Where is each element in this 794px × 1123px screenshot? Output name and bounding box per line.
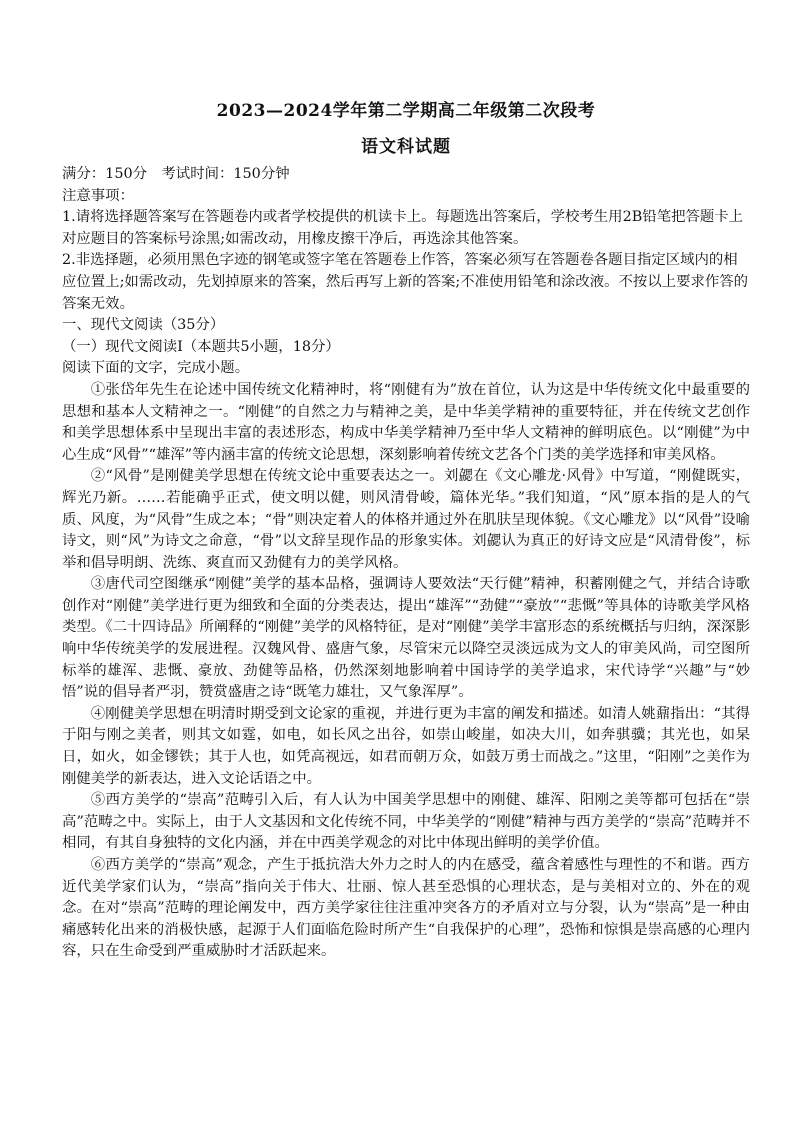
exam-title: 2023—2024学年第二学期高二年级第二次段考 <box>216 101 596 121</box>
passage-paragraph: ①张岱年先生在论述中国传统文化精神时，将“刚健有为”放在首位，认为这是中华传统文化中最重要的思想和基本人文精神之一。“刚健”的自然之力与精神之美，是中华美学精神的重要特征，并在传统文艺创作和美学思想体系中呈现出丰富的表述形态，构成中华美学精神乃至中华人文精神的鲜明底色。以“刚健”为中心生成“风骨”“雄浑”等内涵丰富的传统文论思想，深刻影响着传统文艺各个门类的美学选择和审美风格。 <box>62 381 750 463</box>
notice-heading: 注意事项： <box>62 187 134 204</box>
notice-item: 1.请将选择题答案写在答题卷内或者学校提供的机读卡上。每题选出答案后，学校考生用2B铅笔把答题卡上对应题目的答案标号涂黑;如需改动，用橡皮擦干净后，再选涂其他答案。 <box>62 209 744 247</box>
passage-paragraph: ②“风骨”是刚健美学思想在传统文论中重要表达之一。刘勰在《文心雕龙·风骨》中写道，“刚健既实，辉光乃新。……若能确乎正式，使文明以健，则风清骨峻，篇体光华。”我们知道，“风”原本指的是人的气质、风度，为“风骨”生成之本；“骨”则决定着人的体格并通过外在肌肤呈现体貌。《文心雕龙》以“风骨”设喻诗文，则“风”为诗文之命意，“骨”以文辞呈现作品的形象实体。刘勰认为真正的好诗文应是“风清骨俊”，标举和倡导明朗、洗练、爽直而又劲健有力的美学风格。 <box>62 468 750 571</box>
passage-paragraph: ⑥西方美学的“崇高”观念，产生于抵抗浩大外力之时人的内在感受，蕴含着感性与理性的不和谐。西方近代美学家们认为，“崇高”指向关于伟大、壮丽、惊人甚至恐惧的心理状态，是与美相对立的、外在的观念。在对“崇高”范畴的理论阐发中，西方美学家往往注重冲突各方的矛盾对立与分裂，认为“崇高”是一种由痛感转化出来的消极快感，起源于人们面临危险时所产生“自我保护的心理”，恐怖和惊惧是崇高感的心理内容，只在生命受到严重威胁时才活跃起来。 <box>62 857 750 960</box>
exam-meta: 满分：150分 考试时间：150分钟 <box>62 166 290 182</box>
exam-subject: 语文科试题 <box>361 137 451 157</box>
section-heading: 一、现代文阅读（35分） <box>62 317 225 334</box>
reading-instruction: 阅读下面的文字，完成小题。 <box>62 360 250 377</box>
passage-paragraph: ④刚健美学思想在明清时期受到文论家的重视，并进行更为丰富的阐发和描述。如清人姚鼐指出：“其得于阳与刚之美者，则其文如霆，如电，如长风之出谷，如崇山峻崖，如决大川，如奔骐骥；其光也，如杲日，如火，如金镠铁；其于人也，如凭高视远，如君而朝万众，如鼓万勇士而战之。”这里，“阳刚”之美作为刚健美学的新表达，进入文论话语之中。 <box>62 705 750 787</box>
passage-paragraph: ③唐代司空图继承“刚健”美学的基本品格，强调诗人要效法“天行健”精神，积蓄刚健之气，并结合诗歌创作对“刚健”美学进行更为细致和全面的分类表达，提出“雄浑”“劲健”“豪放”“悲慨”等具体的诗歌美学风格类型。《二十四诗品》所阐释的“刚健”美学的风格特征，是对“刚健”美学丰富形态的系统概括与归纳，深深影响中华传统美学的发展进程。汉魏风骨、盛唐气象，尽管宋元以降空灵淡远成为文人的审美风尚，司空图所标举的雄浑、悲慨、豪放、劲健等品格，仍然深刻地影响着中国诗学的美学追求，宋代诗学“兴趣”与“妙悟”说的倡导者严羽，赞赏盛唐之诗“既笔力雄壮，又气象浑厚”。 <box>62 576 750 701</box>
passage <box>62 380 750 963</box>
section-sub-heading: （一）现代文阅读Ⅰ（本题共5小题，18分） <box>62 338 340 355</box>
notice-item: 2.非选择题，必须用黑色字迹的钢笔或签字笔在答题卷上作答，答案必须写在答题卷各题目指定区域内的相应位置上;如需改动，先划掉原来的答案，然后再写上新的答案;不准使用铅笔和涂改液。不按以上要求作答的答案无效。 <box>62 252 749 312</box>
passage-paragraph: ⑤西方美学的“崇高”范畴引入后，有人认为中国美学思想中的刚健、雄浑、阳刚之美等都可包括在“崇高”范畴之中。实际上，由于人文基因和文化传统不同，中华美学的“刚健”精神与西方美学的“崇高”范畴并不相同，有其自身独特的文化内涵，并在中西美学观念的对比中体现出鲜明的美学价值。 <box>62 792 750 852</box>
